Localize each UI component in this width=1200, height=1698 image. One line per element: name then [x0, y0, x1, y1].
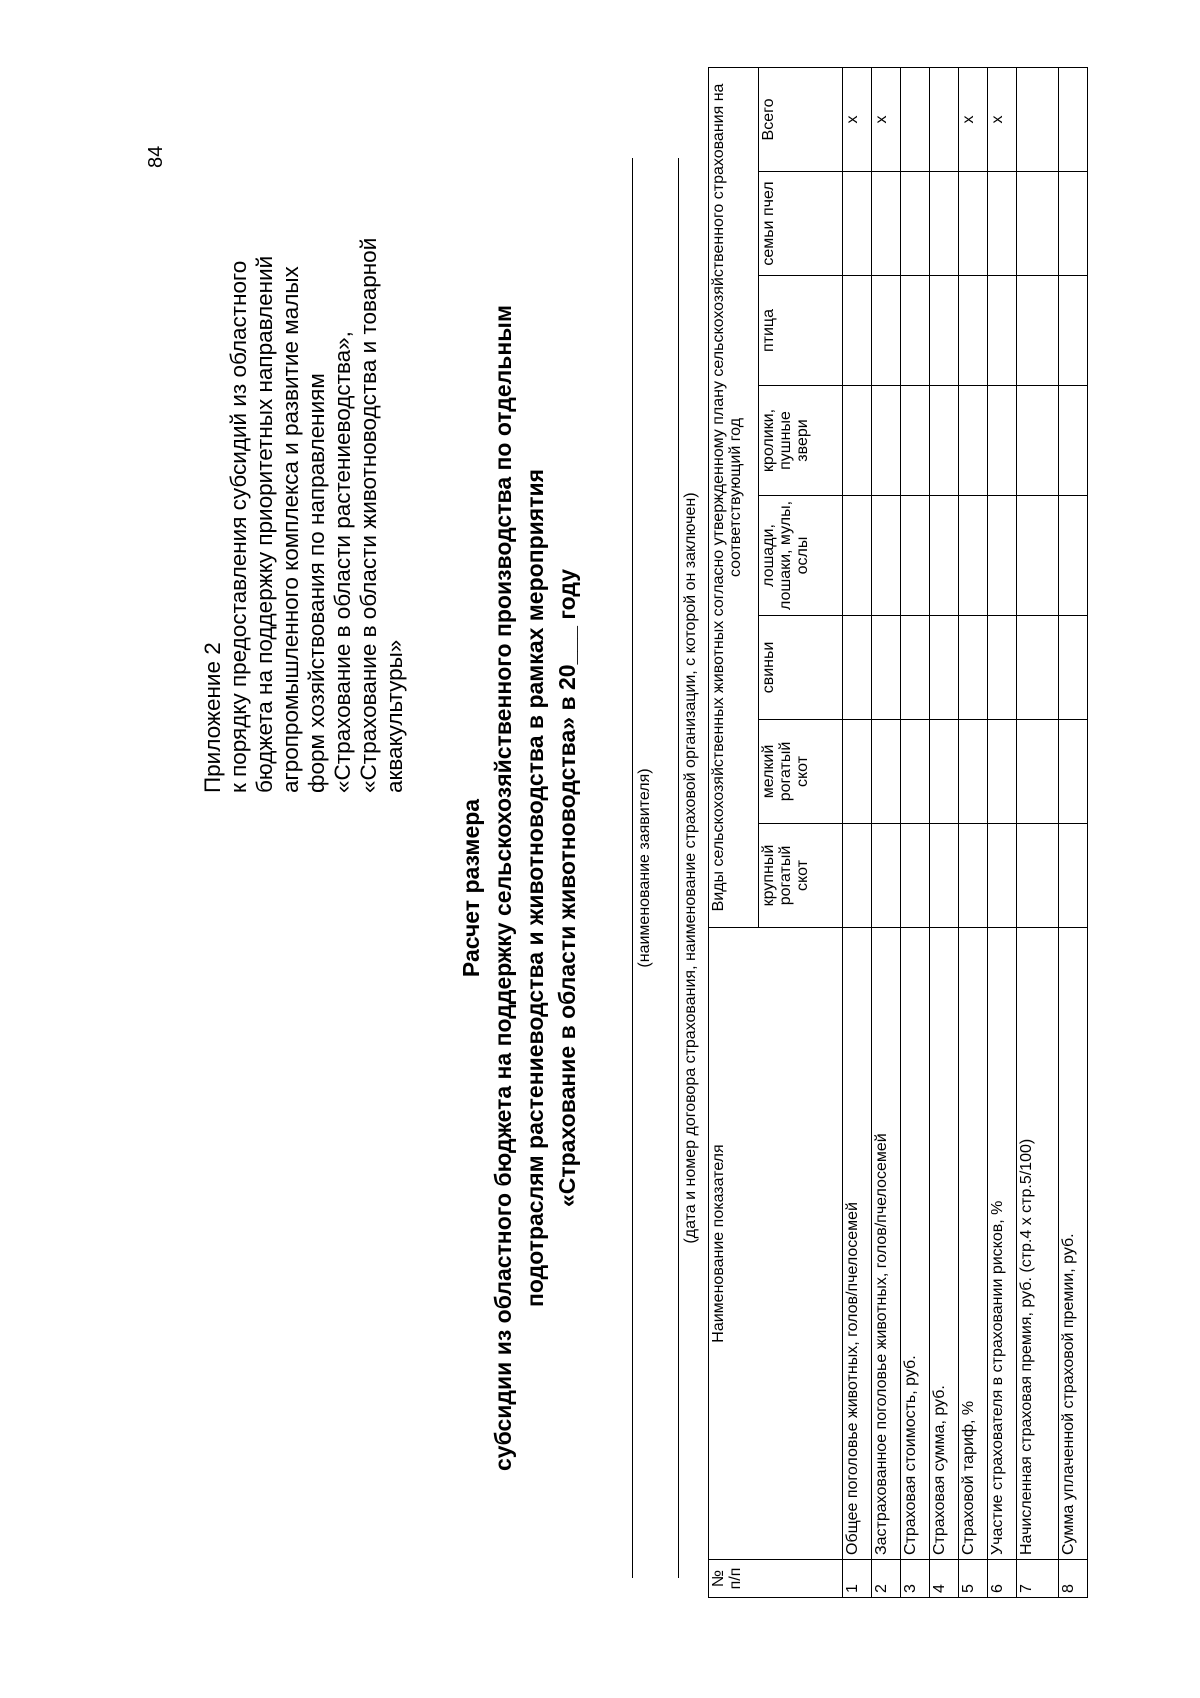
header-indicator-name: Наименование показателя — [709, 928, 843, 1560]
cell-pigs[interactable] — [872, 616, 901, 720]
row-name: Застрахованное поголовье животных, голов/пчелосемей — [872, 928, 901, 1560]
cell-horses[interactable] — [930, 496, 959, 616]
cell-rabbits[interactable] — [959, 386, 988, 496]
cell-total[interactable] — [930, 67, 959, 171]
applicant-line — [632, 158, 633, 1578]
cell-bee-colonies[interactable] — [930, 172, 959, 276]
cell-rabbits[interactable] — [901, 386, 930, 496]
appendix-note — [200, 33, 408, 793]
cell-total[interactable]: x — [872, 67, 901, 171]
cell-cattle[interactable] — [901, 824, 930, 928]
row-number: 6 — [988, 1560, 1017, 1598]
cell-horses[interactable] — [959, 496, 988, 616]
header-number: № п/п — [709, 1560, 843, 1598]
appendix-line: форм хозяйствования по направлениям — [304, 373, 329, 793]
cell-total[interactable] — [1017, 67, 1059, 171]
cell-poultry[interactable] — [901, 276, 930, 386]
cell-pigs[interactable] — [901, 616, 930, 720]
cell-pigs[interactable] — [988, 616, 1017, 720]
col-header-cattle: крупный рогатый скот — [759, 824, 843, 928]
appendix-line: Приложение 2 — [200, 642, 225, 793]
col-header-horses: лошади, лошаки, мулы, ослы — [759, 496, 843, 616]
calculation-table — [708, 67, 1088, 1598]
cell-cattle[interactable] — [1059, 824, 1088, 928]
appendix-line: «Страхование в области животноводства и товарной — [356, 237, 381, 793]
row-number: 4 — [930, 1560, 959, 1598]
cell-horses[interactable] — [872, 496, 901, 616]
header-animal-types: Виды сельскохозяйственных животных согласно утвержденному плану сельскохозяйственного страхования на соответствующий год — [709, 67, 759, 927]
document-title — [455, 238, 583, 1538]
cell-small-ruminants[interactable] — [959, 720, 988, 824]
table-header-row — [709, 67, 759, 1597]
cell-poultry[interactable] — [959, 276, 988, 386]
col-header-total: Всего — [759, 67, 843, 171]
cell-cattle[interactable] — [988, 824, 1017, 928]
row-name: Общее поголовье животных, голов/пчелосемей — [843, 928, 872, 1560]
cell-rabbits[interactable] — [1017, 386, 1059, 496]
table-row — [1017, 67, 1059, 1597]
row-number: 5 — [959, 1560, 988, 1598]
table-row — [872, 67, 901, 1597]
cell-total[interactable]: x — [959, 67, 988, 171]
cell-poultry[interactable] — [1017, 276, 1059, 386]
cell-poultry[interactable] — [930, 276, 959, 386]
cell-poultry[interactable] — [843, 276, 872, 386]
row-name: Страховая сумма, руб. — [930, 928, 959, 1560]
table-row — [959, 67, 988, 1597]
cell-cattle[interactable] — [930, 824, 959, 928]
row-name: Участие страхователя в страховании рисков, % — [988, 928, 1017, 1560]
cell-horses[interactable] — [988, 496, 1017, 616]
cell-bee-colonies[interactable] — [1059, 172, 1088, 276]
title-line-1: Расчет размера — [458, 798, 484, 978]
cell-pigs[interactable] — [930, 616, 959, 720]
appendix-line: бюджета на поддержку приоритетных направлений — [252, 255, 277, 793]
cell-horses[interactable] — [843, 496, 872, 616]
cell-total[interactable]: x — [988, 67, 1017, 171]
cell-small-ruminants[interactable] — [901, 720, 930, 824]
cell-horses[interactable] — [1059, 496, 1088, 616]
cell-poultry[interactable] — [988, 276, 1017, 386]
cell-small-ruminants[interactable] — [843, 720, 872, 824]
cell-total[interactable]: x — [843, 67, 872, 171]
applicant-caption: (наименование заявителя) — [636, 768, 653, 968]
cell-small-ruminants[interactable] — [1017, 720, 1059, 824]
col-header-bee-colonies: семьи пчел — [759, 172, 843, 276]
cell-small-ruminants[interactable] — [1059, 720, 1088, 824]
appendix-line: «Страхование в области растениеводства», — [330, 331, 355, 793]
row-number: 1 — [843, 1560, 872, 1598]
row-number: 7 — [1017, 1560, 1059, 1598]
cell-bee-colonies[interactable] — [843, 172, 872, 276]
title-line-2: субсидии из областного бюджета на поддержку сельскохозяйственного производства по отдельным — [490, 305, 516, 1471]
cell-poultry[interactable] — [1059, 276, 1088, 386]
cell-bee-colonies[interactable] — [901, 172, 930, 276]
page-number: 84 — [145, 145, 167, 168]
table-row — [901, 67, 930, 1597]
cell-rabbits[interactable] — [843, 386, 872, 496]
cell-rabbits[interactable] — [930, 386, 959, 496]
cell-bee-colonies[interactable] — [988, 172, 1017, 276]
contract-line — [678, 158, 679, 1578]
cell-rabbits[interactable] — [1059, 386, 1088, 496]
cell-horses[interactable] — [901, 496, 930, 616]
cell-pigs[interactable] — [843, 616, 872, 720]
table-row — [930, 67, 959, 1597]
appendix-line: к порядку предоставления субсидий из областного — [226, 260, 251, 793]
cell-small-ruminants[interactable] — [930, 720, 959, 824]
row-name: Сумма уплаченной страховой премии, руб. — [1059, 928, 1088, 1560]
cell-pigs[interactable] — [1059, 616, 1088, 720]
cell-total[interactable] — [1059, 67, 1088, 171]
cell-horses[interactable] — [1017, 496, 1059, 616]
col-header-pigs: свиньи — [759, 616, 843, 720]
cell-bee-colonies[interactable] — [872, 172, 901, 276]
table-row — [1059, 67, 1088, 1597]
cell-poultry[interactable] — [872, 276, 901, 386]
title-line-3: подотраслям растениеводства и животноводства в рамках мероприятия — [522, 468, 548, 1308]
cell-cattle[interactable] — [843, 824, 872, 928]
row-name: Страховой тариф, % — [959, 928, 988, 1560]
col-header-rabbits: кролики, пушные звери — [759, 386, 843, 496]
cell-small-ruminants[interactable] — [988, 720, 1017, 824]
row-name: Начисленная страховая премия, руб. (стр.4 x стр.5/100) — [1017, 928, 1059, 1560]
cell-total[interactable] — [901, 67, 930, 171]
col-header-poultry: птица — [759, 276, 843, 386]
cell-cattle[interactable] — [872, 824, 901, 928]
row-number: 3 — [901, 1560, 930, 1598]
cell-pigs[interactable] — [959, 616, 988, 720]
table-row — [988, 67, 1017, 1597]
cell-pigs[interactable] — [1017, 616, 1059, 720]
row-number: 8 — [1059, 1560, 1088, 1598]
cell-cattle[interactable] — [959, 824, 988, 928]
row-name: Страховая стоимость, руб. — [901, 928, 930, 1560]
cell-cattle[interactable] — [1017, 824, 1059, 928]
table-row — [843, 67, 872, 1597]
appendix-line: агропромышленного комплекса и развитие малых — [278, 266, 303, 793]
col-header-small-ruminants: мелкий рогатый скот — [759, 720, 843, 824]
cell-rabbits[interactable] — [872, 386, 901, 496]
cell-bee-colonies[interactable] — [1017, 172, 1059, 276]
appendix-line: аквакультуры» — [382, 639, 407, 793]
title-line-4: «Страхование в области животноводства» в 20___ году — [554, 568, 580, 1208]
cell-small-ruminants[interactable] — [872, 720, 901, 824]
cell-bee-colonies[interactable] — [959, 172, 988, 276]
row-number: 2 — [872, 1560, 901, 1598]
contract-caption: (дата и номер договора страхования, наименование страховой организации, с которой он заключен) — [682, 492, 699, 1244]
cell-rabbits[interactable] — [988, 386, 1017, 496]
